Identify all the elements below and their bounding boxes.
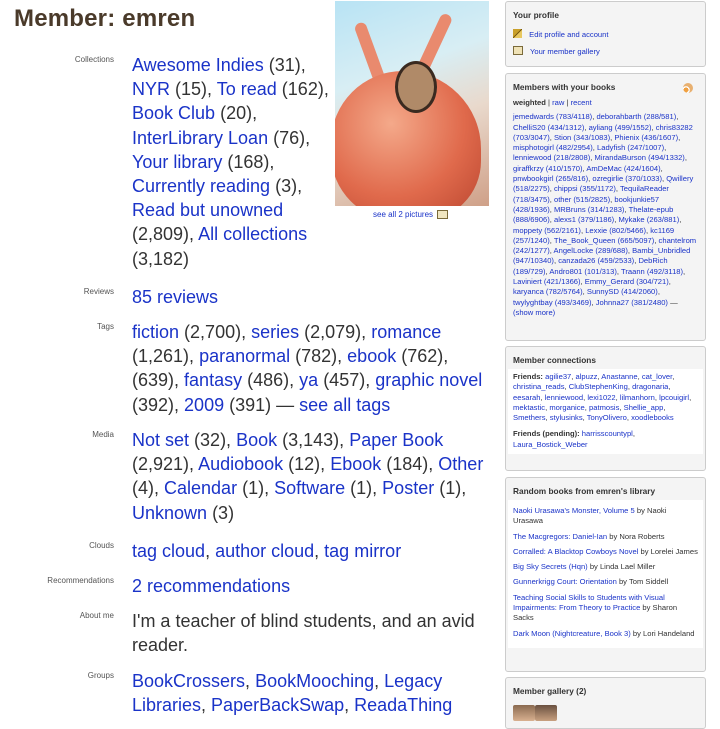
friend-link[interactable]: Shellie_app — [623, 402, 664, 412]
collection-currently-reading[interactable]: Currently reading (3), — [132, 176, 303, 197]
media-software[interactable]: Software — [274, 478, 346, 499]
reviews-link[interactable]: 85 reviews — [132, 287, 219, 307]
pending-friend-link[interactable]: Laura_Bostick_Weber — [513, 439, 588, 449]
member-link[interactable]: bookjunkie57 (428/1936) — [513, 194, 660, 214]
collection-nyr[interactable]: NYR (15), — [132, 79, 213, 100]
book-author: by Tom Siddell — [616, 577, 669, 587]
member-link[interactable]: AmDeMac (424/1604) — [586, 163, 661, 173]
media-count: (32), — [194, 430, 232, 450]
members-box-title: Members with your books — [513, 82, 616, 92]
member-link[interactable]: MRBruns (314/1283) — [553, 204, 625, 214]
member-photo[interactable] — [335, 1, 489, 206]
tag-paranormal[interactable]: paranormal — [199, 346, 291, 367]
book-title-link[interactable]: Naoki Urasawa's Monster, Volume 5 — [513, 506, 635, 515]
friend-link[interactable]: ClubStephenKing — [568, 382, 628, 392]
member-link[interactable]: Stion (343/1083) — [553, 132, 611, 142]
collection-read-but-unowned[interactable]: Read but unowned (2,809), — [132, 200, 284, 245]
random-books-box — [505, 477, 706, 672]
group-paperbackswap[interactable]: PaperBackSwap — [211, 695, 345, 716]
tag-ebook[interactable]: ebook — [347, 346, 397, 367]
member-gallery-title: Member gallery (2) — [513, 686, 587, 696]
member-link[interactable]: SunnySD (414/2060) — [586, 287, 658, 297]
gallery-thumbnail[interactable] — [535, 705, 557, 721]
photo-face — [395, 61, 437, 113]
member-link[interactable]: Phienix (436/1607) — [614, 132, 679, 142]
collections-label: Collections — [74, 55, 114, 64]
collection-your-library[interactable]: Your library (168), — [132, 151, 275, 172]
pending-friend-link[interactable]: harrisscountypl — [581, 429, 633, 439]
friend-link[interactable]: TonyOlivero — [586, 413, 627, 423]
tag-count: (2,700), — [184, 322, 247, 342]
member-link[interactable]: DebRich (189/729) — [513, 256, 668, 276]
media-unknown[interactable]: Unknown — [132, 502, 208, 523]
clouds-label: Clouds — [89, 541, 114, 550]
member-link[interactable]: Laviniert (421/1366) — [513, 277, 581, 287]
group-legacy-libraries[interactable]: Legacy Libraries — [132, 671, 443, 716]
media-audiobook[interactable]: Audiobook — [198, 454, 284, 475]
member-link[interactable]: alexs1 (379/1186) — [553, 215, 615, 225]
member-link[interactable]: Ladyfish (247/1007) — [597, 143, 665, 153]
about-text: I'm a teacher of blind students, and an avid reader. — [132, 611, 475, 656]
collection-book-club[interactable]: Book Club (20), — [132, 103, 258, 124]
friend-link[interactable]: dragonaria — [632, 382, 669, 392]
member-gallery-box — [505, 677, 706, 729]
your-profile-title: Your profile — [513, 10, 559, 20]
member-link[interactable]: AngelLocke (289/688) — [553, 246, 628, 256]
tag-count: (762), — [401, 346, 449, 367]
media-paper-book[interactable]: Paper Book — [349, 430, 444, 450]
random-books-list — [508, 500, 703, 648]
random-book-item — [513, 506, 698, 527]
gallery-icon — [513, 46, 523, 55]
tag-count: (2,079), — [304, 322, 367, 342]
member-link[interactable]: misphotogirl (482/2954) — [513, 143, 593, 153]
friend-link[interactable]: xoodlebooks — [631, 413, 674, 423]
friend-link[interactable]: eesarah — [513, 392, 541, 402]
friend-link[interactable]: christina_reads — [513, 382, 565, 392]
collection-interlibrary-loan[interactable]: InterLibrary Loan (76), — [132, 127, 311, 148]
media-count: (3) — [212, 502, 235, 523]
book-title-link[interactable]: The Macgregors: Daniel-Ian — [513, 531, 608, 541]
member-link[interactable]: Emmy_Gerard (304/721) — [584, 277, 669, 287]
friend-link[interactable]: Anastanne — [601, 372, 638, 381]
tab-raw[interactable]: raw — [552, 98, 565, 107]
book-title-link[interactable]: Big Sky Secrets (Hqn) — [513, 562, 588, 572]
see-all-tags-link[interactable]: see all tags — [299, 394, 391, 415]
member-link[interactable]: deborahbarth (288/581) — [596, 112, 677, 122]
friend-link[interactable]: lexi1022 — [587, 392, 616, 402]
friend-link[interactable]: patmosis — [589, 402, 620, 412]
rss-icon[interactable] — [683, 83, 693, 93]
book-author: by Linda Lael Miller — [587, 562, 656, 572]
member-link[interactable]: pnwbookgirl (265/816) — [513, 174, 589, 184]
member-gallery-link[interactable]: Your member gallery — [529, 47, 600, 57]
your-profile-box — [505, 1, 706, 67]
media-count: (12), — [288, 454, 326, 475]
media-count: (1), — [350, 478, 378, 499]
tag-series[interactable]: series — [251, 322, 300, 342]
friend-link[interactable]: stylusinks — [549, 413, 583, 423]
recommendations-label: Recommendations — [47, 576, 114, 585]
tag-ya[interactable]: ya — [299, 370, 319, 391]
media-calendar[interactable]: Calendar — [164, 478, 238, 499]
member-link[interactable]: chippsi (355/1172) — [553, 184, 616, 194]
friends-label: Friends: — [513, 372, 543, 381]
tag-count: (782), — [295, 346, 343, 367]
member-link[interactable]: twylyghtbay (493/3469) — [513, 297, 592, 307]
member-link[interactable]: MirandaBurson (494/1332) — [594, 153, 685, 163]
random-book-item — [513, 532, 698, 542]
edit-profile-link[interactable]: Edit profile and account — [529, 30, 609, 39]
tab-weighted[interactable]: weighted — [513, 98, 546, 107]
book-author: by Lori Handeland — [630, 628, 695, 638]
random-book-item — [513, 577, 698, 587]
pending-label: Friends (pending): — [513, 429, 580, 439]
member-link[interactable]: giraffkrzy (410/1570) — [513, 163, 583, 173]
collection-to-read[interactable]: To read (162), — [216, 79, 329, 100]
tag-romance[interactable]: romance — [371, 322, 442, 342]
collection-all[interactable]: All collections (3,182) — [132, 224, 308, 269]
media-count: (1), — [242, 478, 270, 499]
tag-2009[interactable]: 2009 — [184, 394, 225, 415]
random-book-item — [513, 562, 698, 572]
connections-title: Member connections — [513, 355, 596, 365]
media-ebook[interactable]: Ebook — [330, 454, 382, 475]
member-link[interactable]: ozregirlie (370/1033) — [592, 174, 663, 184]
members-with-your-books-box — [505, 73, 706, 341]
tag-count: (1,261), — [132, 346, 195, 367]
book-author: by Nora Roberts — [607, 531, 665, 541]
member-link[interactable]: chantelrom (242/1277) — [513, 235, 697, 256]
book-author: by Sharon Sacks — [513, 603, 678, 623]
random-books-title: Random books from emren's library — [513, 486, 656, 496]
friend-link[interactable]: cat_lover — [641, 372, 673, 381]
tag-mirror-link[interactable]: tag mirror — [324, 541, 402, 561]
member-link[interactable]: karyanca (782/5764) — [513, 287, 583, 297]
group-bookcrossers[interactable]: BookCrossers — [132, 671, 246, 691]
media-not-set[interactable]: Not set — [132, 430, 190, 450]
group-readathing[interactable]: ReadaThing — [354, 695, 453, 716]
media-other[interactable]: Other — [438, 454, 484, 475]
member-link[interactable]: jemedwards (783/4118) — [513, 112, 593, 122]
friend-link[interactable]: lenniewood — [544, 392, 584, 402]
about-label: About me — [79, 611, 114, 620]
show-more-link[interactable]: (show more) — [513, 307, 556, 317]
tag-fiction[interactable]: fiction — [132, 322, 180, 342]
member-link[interactable]: kc1169 (257/1240) — [513, 225, 675, 245]
recommendations-link[interactable]: 2 recommendations — [132, 576, 291, 596]
members-links: jemedwards (783/4118), deborahbarth (288/581), ChelliS20 (434/1312), ayliang (499/1552), chris83282 (703/3047), Stion (343/1083), Phienix (436/1607), misphotogirl (482/2954), Ladyfish (247/1007), lenniewood (218/2808), MirandaBurson (494/1332), giraffkrzy (410/1570), AmDeMac (424/1604), pnwbookgirl (265/816), ozregirlie (370/1033), Qwillery (518/2275), chippsi (355/1172), TequilaReader (718/3475), other (515/2825), bookjunkie57 (428/1936), MRBruns (314/1283), Thelate-epub (888/6906), alexs1 (379/1186), Mykake (263/881), moppety (562/2161), Lexxie (802/5466), kc1169 (257/1240), The_Book_Queen (665/5097), chantelrom (242/1277), AngelLocke (289/688), Bambi_Unbridled (947/10340), canzada26 (459/2533), DebRich (189/729), Andro801 (101/313), Traann (492/3118), Laviniert (421/1366), Emmy_Gerard (304/721), karyanca (782/5764), SunnySD (414/2060), twylyghtbay (493/3469), Johnna27 (381/2480) — (show more) — [513, 112, 697, 317]
media-label: Media — [92, 430, 114, 439]
pencil-icon — [513, 29, 522, 38]
media-book[interactable]: Book — [236, 430, 278, 450]
member-link[interactable]: ayliang (499/1552) — [588, 122, 652, 132]
member-link[interactable]: moppety (562/2161) — [513, 225, 581, 235]
media-poster[interactable]: Poster — [382, 478, 435, 499]
media-count: (2,921), — [132, 454, 195, 475]
book-author: by Naoki Urasawa — [513, 506, 667, 526]
book-author: by Lorelei James — [638, 546, 698, 556]
reviews-label: Reviews — [83, 287, 114, 296]
tags-label: Tags — [97, 322, 114, 331]
member-link[interactable]: canzada26 (459/2533) — [558, 256, 635, 266]
tag-count: (486), — [247, 370, 295, 391]
member-link[interactable]: lenniewood (218/2808) — [513, 153, 591, 163]
collection-awesome-indies[interactable]: Awesome Indies (31), — [132, 55, 306, 75]
member-link[interactable]: TequilaReader (718/3475) — [513, 184, 669, 204]
friend-link[interactable]: morganice — [549, 402, 585, 412]
members-list: weighted | raw | recent jemedwards (783/4118), deborahbarth (288/581), ChelliS20 (434/1312), ayliang (499/1552), chris83282 (703/3047), Stion (343/1083), Phienix (436/1607), misphotogirl (482/2954), Ladyfish (247/1007), lenniewood (218/2808), MirandaBurson (494/1332), giraffkrzy (410/1570), AmDeMac (424/1604), pnwbookgirl (265/816), ozregirlie (370/1033), Qwillery (518/2275), chippsi (355/1172), TequilaReader (718/3475), other (515/2825), bookjunkie57 (428/1936), MRBruns (314/1283), Thelate-epub (888/6906), alexs1 (379/1186), Mykake (263/881), moppety (562/2161), Lexxie (802/5466), kc1169 (257/1240), The_Book_Queen (665/5097), chantelrom (242/1277), AngelLocke (289/688), Bambi_Unbridled (947/10340), canzada26 (459/2533), DebRich (189/729), Andro801 (101/313), Traann (492/3118), Laviniert (421/1366), Emmy_Gerard (304/721), karyanca (782/5764), SunnySD (414/2060), twylyghtbay (493/3469), Johnna27 (381/2480) — (show more) — [513, 98, 697, 317]
book-title-link[interactable]: Gunnerkrigg Court: Orientation — [513, 577, 617, 587]
member-link[interactable]: chris83282 (703/3047) — [513, 122, 693, 142]
member-link[interactable]: ChelliS20 (434/1312) — [513, 122, 585, 132]
member-link[interactable]: The_Book_Queen (665/5097) — [553, 235, 655, 245]
pending-friends-list: harrisscountypl, Laura_Bostick_Weber — [513, 429, 635, 449]
book-title-link[interactable]: Corralled: A Blacktop Cowboys Novel — [513, 546, 639, 556]
media-count: (4), — [132, 478, 159, 499]
member-link[interactable]: Traann (492/3118) — [620, 266, 684, 276]
gallery-icon[interactable] — [437, 210, 448, 219]
member-connections-box — [505, 346, 706, 471]
friend-link[interactable]: lilmanhorn — [619, 392, 655, 402]
tag-count: (639), — [132, 370, 180, 391]
member-link[interactable]: Johnna27 (381/2480) — [595, 297, 668, 307]
groups-label: Groups — [87, 671, 114, 680]
random-book-item — [513, 547, 698, 557]
see-all-pictures-link[interactable]: see all 2 pictures — [373, 210, 434, 219]
media-count: (184), — [386, 454, 434, 475]
member-link[interactable]: Mykake (263/881) — [618, 215, 680, 225]
book-title-link[interactable]: Teaching Social Skills to Students with Visual Impairments: From Theory to Practice — [513, 592, 665, 613]
gallery-thumbnails — [506, 700, 705, 722]
friends-list: agilie37, alpuzz, Anastanne, cat_lover, christina_reads, ClubStephenKing, dragonaria, eesarah, lenniewood, lexi1022, lilmanhorn, lpcouigirl, mektastic, morganice, patmosis, Shellie_app, Smethers, stylusinks, TonyOlivero, xoodlebooks — [513, 372, 692, 423]
tag-count: (391) — — [229, 394, 295, 415]
friend-link[interactable]: agilie37 — [545, 372, 572, 381]
tag-count: (392), — [132, 394, 180, 415]
member-link[interactable]: Andro801 (101/313) — [549, 266, 617, 276]
author-cloud-link[interactable]: author cloud — [215, 541, 315, 561]
tag-fantasy[interactable]: fantasy — [184, 370, 243, 391]
random-book-item — [513, 593, 698, 624]
tag-cloud-link[interactable]: tag cloud — [132, 541, 206, 561]
book-title-link[interactable]: Dark Moon (Nightcreature, Book 3) — [513, 628, 631, 638]
friend-link[interactable]: lpcouigirl — [659, 392, 690, 402]
tag-graphic-novel[interactable]: graphic novel — [375, 370, 483, 391]
member-link[interactable]: Lexxie (802/5466) — [585, 225, 646, 235]
member-link[interactable]: Qwillery (518/2275) — [513, 174, 694, 194]
friend-link[interactable]: mektastic — [513, 402, 546, 412]
friend-link[interactable]: Smethers — [513, 413, 546, 423]
page-title: Member: emren — [14, 5, 196, 32]
gallery-thumbnail[interactable] — [513, 705, 535, 721]
member-link[interactable]: Thelate-epub (888/6906) — [513, 204, 674, 225]
media-count: (3,143), — [282, 430, 345, 450]
group-bookmooching[interactable]: BookMooching — [255, 671, 375, 691]
member-link[interactable]: Bambi_Unbridled (947/10340) — [513, 246, 691, 266]
random-book-item — [513, 629, 698, 639]
friend-link[interactable]: alpuzz — [575, 372, 598, 381]
media-count: (1), — [439, 478, 467, 499]
tab-recent[interactable]: recent — [570, 98, 592, 107]
tag-count: (457), — [323, 370, 371, 391]
member-link[interactable]: other (515/2825) — [553, 194, 611, 204]
